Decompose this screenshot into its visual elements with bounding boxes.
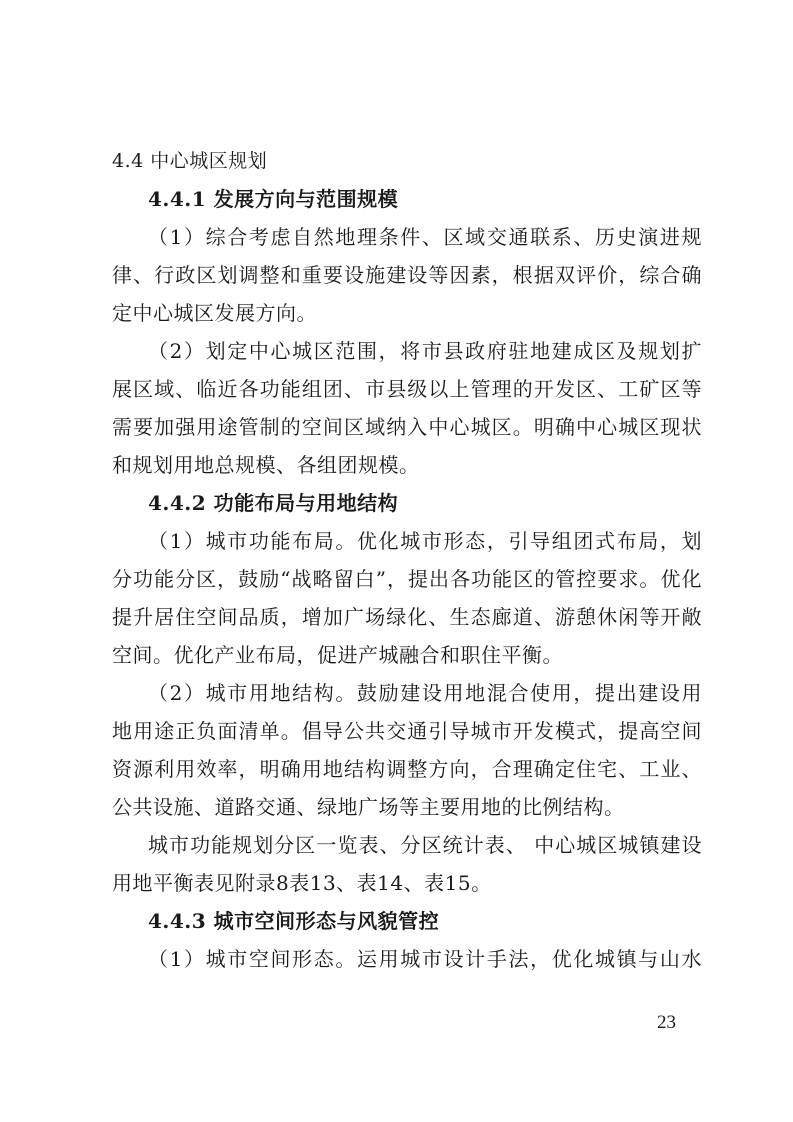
paragraph-line: 提升居住空间品质，增加广场绿化、生态廊道、游憩休闲等开敞 bbox=[112, 605, 702, 629]
paragraph-line: 用地平衡表见附录8表13、表14、表15。 bbox=[112, 871, 492, 895]
paragraph-line: 资源利用效率，明确用地结构调整方向，合理确定住宅、工业、 bbox=[112, 757, 702, 781]
paragraph-line: 分功能分区，鼓励“战略留白”，提出各功能区的管控要求。优化 bbox=[112, 567, 702, 591]
paragraph-line: （2）划定中心城区范围，将市县政府驻地建成区及规划扩 bbox=[148, 339, 702, 363]
page-number: 23 bbox=[657, 1012, 676, 1033]
subsection-heading-4-4-1: 4.4.1 发展方向与范围规模 bbox=[148, 187, 399, 211]
paragraph-line: （1）城市功能布局。优化城市形态，引导组团式布局，划 bbox=[148, 529, 702, 553]
paragraph-line: 公共设施、道路交通、绿地广场等主要用地的比例结构。 bbox=[112, 795, 625, 819]
paragraph-line: 城市功能规划分区一览表、分区统计表、 中心城区城镇建设 bbox=[148, 833, 702, 857]
section-heading: 4.4 中心城区规划 bbox=[112, 150, 268, 172]
subsection-heading-4-4-2: 4.4.2 功能布局与用地结构 bbox=[148, 491, 399, 515]
paragraph-line: 律、行政区划调整和重要设施建设等因素，根据双评价，综合确 bbox=[112, 263, 702, 287]
paragraph-line: 地用途正负面清单。倡导公共交通引导城市开发模式，提高空间 bbox=[112, 719, 702, 743]
paragraph-line: 展区域、临近各功能组团、市县级以上管理的开发区、工矿区等 bbox=[112, 377, 702, 401]
subsection-heading-4-4-3: 4.4.3 城市空间形态与风貌管控 bbox=[148, 909, 440, 933]
paragraph-line: （1）城市空间形态。运用城市设计手法，优化城镇与山水 bbox=[148, 947, 702, 971]
paragraph-line: （1）综合考虑自然地理条件、区域交通联系、历史演进规 bbox=[148, 225, 702, 249]
paragraph-line: 空间。优化产业布局，促进产城融合和职住平衡。 bbox=[112, 643, 563, 667]
paragraph-line: 定中心城区发展方向。 bbox=[112, 301, 317, 325]
paragraph-line: 和规划用地总规模、各组团规模。 bbox=[112, 453, 420, 477]
paragraph-line: （2）城市用地结构。鼓励建设用地混合使用，提出建设用 bbox=[148, 681, 702, 705]
paragraph-line: 需要加强用途管制的空间区域纳入中心城区。明确中心城区现状 bbox=[112, 415, 702, 439]
